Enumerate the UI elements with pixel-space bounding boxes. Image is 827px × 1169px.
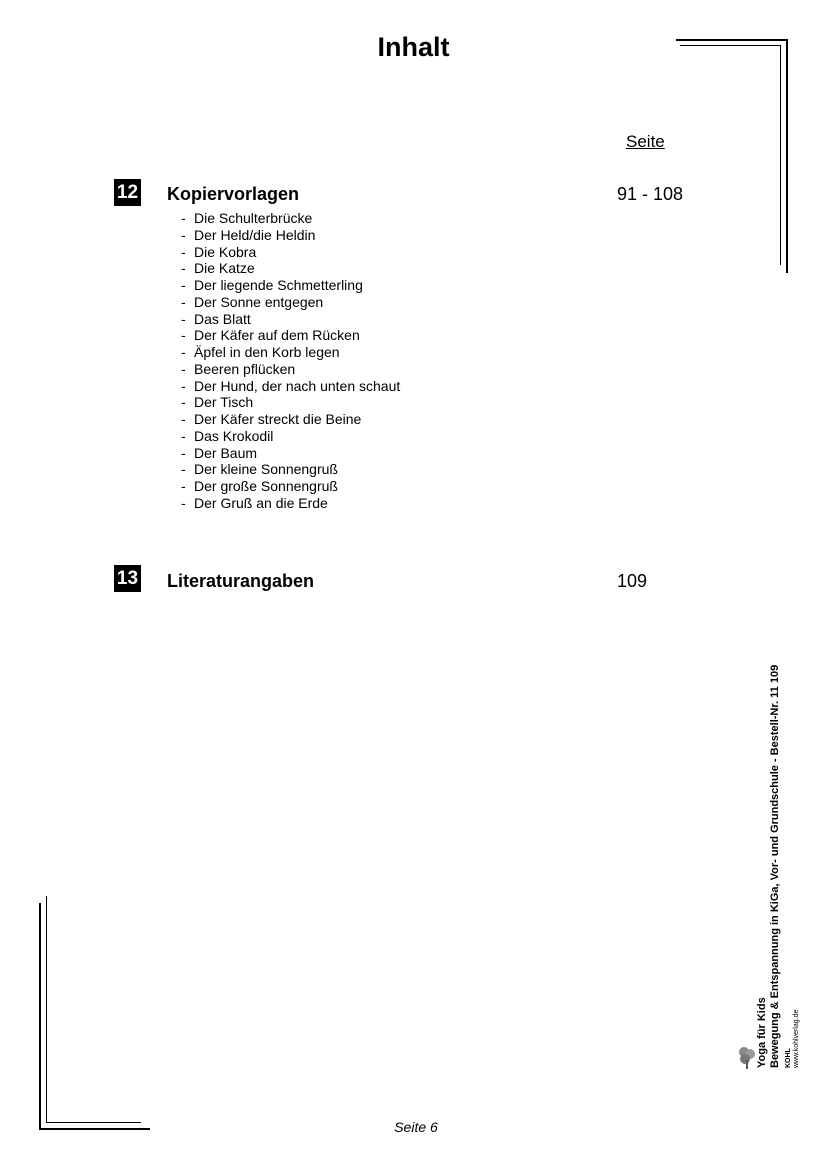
list-item: - Der Sonne entgegen bbox=[181, 293, 324, 310]
publisher-url: www.kohlverlag.de bbox=[793, 1009, 800, 1068]
section-number-badge: 12 bbox=[114, 179, 141, 206]
publisher-tree-icon bbox=[737, 1044, 757, 1070]
frame-top-right-inner-h bbox=[680, 45, 781, 46]
section-title: Literaturangaben bbox=[167, 571, 315, 591]
sidebar-line-title: Yoga für Kids bbox=[756, 997, 768, 1068]
list-item: - Der Gruß an die Erde bbox=[181, 494, 328, 511]
list-item: - Der liegende Schmetterling bbox=[181, 277, 363, 293]
publisher-name: KOHL bbox=[785, 1048, 792, 1068]
page-number-footer: Seite 6 bbox=[394, 1119, 438, 1135]
list-item: - Die Katze bbox=[181, 260, 255, 277]
sidebar-line-subtitle: Bewegung & Entspannung in KiGa, Vor- und Grundschule - Bestell-Nr. 11 109 bbox=[769, 664, 781, 1068]
list-item: - Die Schulterbrücke bbox=[181, 210, 313, 226]
list-item: - Der Held/die Heldin bbox=[181, 226, 316, 243]
publisher-logo bbox=[785, 998, 801, 1068]
frame-bottom-left-outer-v bbox=[39, 903, 41, 1130]
list-item: - Der große Sonnengruß bbox=[181, 478, 338, 494]
section-item-list bbox=[181, 210, 400, 512]
list-item: - Der Käfer streckt die Beine bbox=[181, 411, 362, 427]
frame-top-right-outer-v bbox=[786, 39, 788, 273]
list-item: - Der Tisch bbox=[181, 394, 254, 411]
list-item: - Das Krokodil bbox=[181, 427, 274, 444]
frame-top-right-inner-v bbox=[780, 45, 781, 265]
page-column-header: Seite bbox=[626, 132, 665, 151]
list-item: - Der kleine Sonnengruß bbox=[181, 461, 338, 478]
frame-bottom-left-inner-v bbox=[46, 896, 47, 1123]
list-item: - Der Hund, der nach unten schaut bbox=[181, 377, 401, 394]
section-number-badge: 13 bbox=[114, 565, 141, 592]
section-title: Kopiervorlagen bbox=[167, 184, 300, 204]
section-pages: 91 - 108 bbox=[617, 184, 684, 204]
frame-top-right-outer-h bbox=[676, 39, 788, 41]
section-pages: 109 bbox=[617, 571, 648, 591]
list-item: - Der Baum bbox=[181, 444, 258, 461]
list-item: - Äpfel in den Korb legen bbox=[181, 344, 340, 360]
list-item: - Das Blatt bbox=[181, 310, 251, 327]
list-item: - Der Käfer auf dem Rücken bbox=[181, 327, 360, 344]
page-title: Inhalt bbox=[377, 32, 450, 62]
sidebar-publication-info bbox=[756, 583, 782, 1068]
list-item: - Beeren pflücken bbox=[181, 360, 296, 377]
list-item: - Die Kobra bbox=[181, 243, 257, 260]
